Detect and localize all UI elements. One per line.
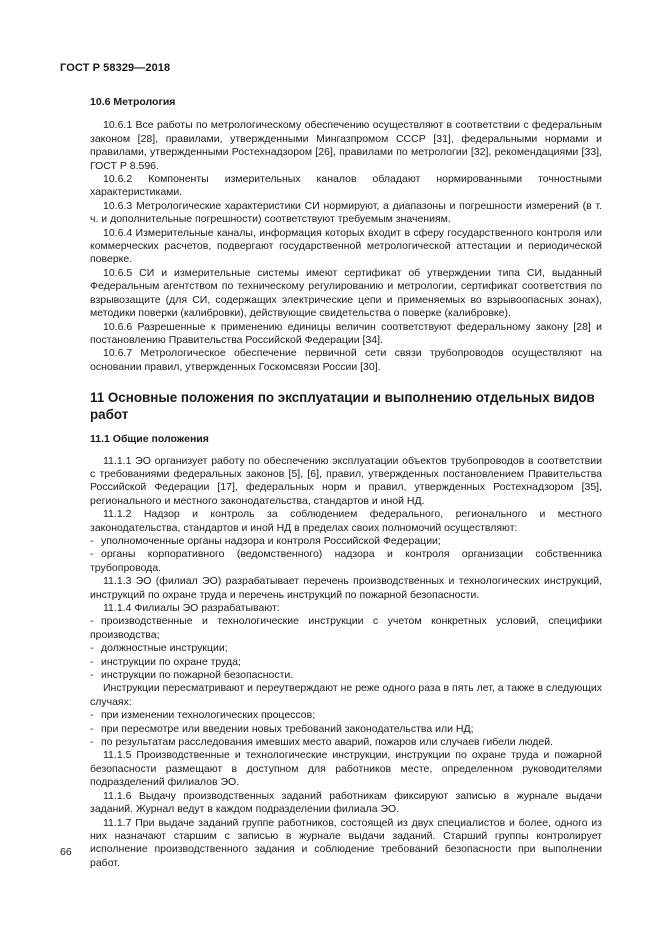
document-body: [90, 96, 602, 870]
paragraph-10-6-7: 10.6.7 Метрологическое обеспечение первичной сети связи трубопроводов осуществляют на основании правил, утвержденных Госкомсвязи России [30].: [90, 347, 602, 373]
paragraph-10-6-6: 10.6.6 Разрешенные к применению единицы величин соответствуют федеральному закону [28] и постановлению Правительства Российской Федерации [34].: [90, 320, 602, 346]
section-11-1-title: 11.1 Общие положения: [90, 433, 209, 446]
list-item: - при изменении технологических процессов;: [90, 709, 316, 722]
list-item: - органы корпоративного (ведомственного) надзора и контроля организации собственника трубопровода.: [90, 548, 602, 574]
list-item: - производственные и технологические инструкции с учетом конкретных условий, специфики производства;: [90, 615, 602, 641]
paragraph-10-6-2: 10.6.2 Компоненты измерительных каналов обладают нормированными точностными характеристиками.: [90, 173, 602, 199]
list-item: - при пересмотре или введении новых требований законодательства или НД;: [90, 722, 474, 735]
paragraph-10-6-4: 10.6.4 Измерительные каналы, информация которых входит в сферу государственного контроля или коммерческих расчетов, подвергают государственной метрологической аттестации и периодической поверке.: [90, 226, 602, 266]
section-11-title: 11 Основные положения по эксплуатации и выполнению отдельных видов работ: [90, 390, 595, 423]
paragraph-10-6-3: 10.6.3 Метрологические характеристики СИ нормируют, а диапазоны и погрешности измерений (в т. ч. и дополнительные погрешности) соответствуют требуемым значениям.: [90, 199, 602, 226]
list-item: - уполномоченные органы надзора и контроля Российской Федерации;: [90, 534, 441, 547]
paragraph-11-1-7: 11.1.7 При выдаче заданий группе работников, состоящей из двух специалистов и более, одного из них назначают старшим с записью в журнале выдачи заданий. Старший группы контролирует исполнение производственного задания и соблюдение требований безопасности при выполнении работ.: [90, 816, 602, 869]
paragraph-11-1-5: 11.1.5 Производственные и технологические инструкции, инструкции по охране труда и пожарной безопасности размещают в доступном для работников месте, определенном руководителями подразделений филиалов ЭО.: [90, 749, 602, 789]
paragraph-10-6-5: 10.6.5 СИ и измерительные системы имеют сертификат об утверждении типа СИ, выданный Федеральным агентством по техническому регулированию и метрологии, сертификат соответствия по взрывозащите (для СИ, содержащих электрические цепи и применяемых во взрывоопасных зонах), методики поверки (калибровки), действующие свидетельства о поверке (калибровке).: [90, 266, 602, 320]
paragraph-11-1-4: 11.1.4 Филиалы ЭО разрабатывают:: [103, 602, 280, 614]
list-item: - по результатам расследования имевших место аварий, пожаров или случаев гибели людей.: [90, 736, 554, 749]
paragraph-11-1-2: 11.1.2 Надзор и контроль за соблюдением федерального, регионального и местного законодательства, стандартов и иной НД в пределах своих полномочий осуществляют:: [90, 508, 602, 534]
page-number: 66: [60, 846, 72, 858]
paragraph-instructions-review: Инструкции пересматривают и переутверждают не реже одного раза в пять лет, а также в следующих случаях:: [90, 682, 602, 708]
paragraph-11-1-1: 11.1.1 ЭО организует работу по обеспечению эксплуатации объектов трубопроводов в соответствии с требованиями федеральных законов [5], [6], правил, утвержденных постановлением Правительства Российской Федерации [17], федеральных норм и правил, утвержденных Ростехнадзором [35], регионального и местного законодательства, стандартов и иной НД.: [90, 454, 602, 507]
paragraph-11-1-3: 11.1.3 ЭО (филиал ЭО) разрабатывает перечень производственных и технологических инструкций, инструкций по охране труда и перечень инструкций по пожарной безопасности.: [90, 575, 602, 601]
section-10-6-title: 10.6 Метрология: [90, 96, 176, 108]
list-item: - должностные инструкции;: [90, 642, 228, 655]
list-item: - инструкции по охране труда;: [90, 655, 241, 668]
list-item: - инструкции по пожарной безопасности.: [90, 669, 294, 682]
standard-header: ГОСТ Р 58329—2018: [60, 62, 171, 74]
paragraph-11-1-6: 11.1.6 Выдачу производственных заданий работникам фиксируют записью в журнале выдачи заданий. Журнал ведут в каждом подразделении филиала ЭО.: [90, 789, 602, 816]
paragraph-10-6-1: 10.6.1 Все работы по метрологическому обеспечению осуществляют в соответствии с федеральным законом [28], правилами, утвержденными Мингазпромом СССР [31], федеральными нормами и правилами, утвержденными Ростехнадзором [26], правилами по метрологии [32], рекомендациями [33], ГОСТ Р 8.596.: [90, 119, 602, 172]
